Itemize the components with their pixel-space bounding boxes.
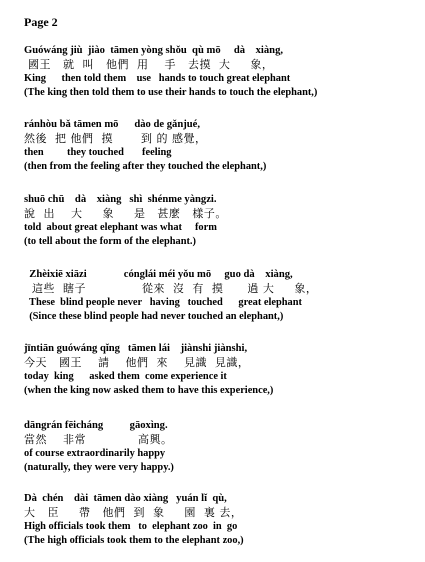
sentence-block [24, 118, 419, 174]
pinyin-line: Guówáng jiù jiào tāmen yòng shǒu qù mō dà xiàng, [24, 45, 284, 56]
translation-line: (to tell about the form of the elephant.) [24, 236, 196, 247]
chinese-line: 這些 瞎子 從來 沒 有 摸 過 大 象， [24, 282, 318, 295]
pinyin-line: ránhòu bǎ tāmen mō dào de gǎnjué, [24, 119, 200, 130]
translation-line: (Since these blind people had never touched an elephant,) [24, 311, 284, 322]
gloss-line: King then told them use hands to touch great elephant [24, 73, 291, 84]
pinyin-line: dāngrán fēicháng gāoxìng. [24, 420, 168, 431]
gloss-line: today king asked them come experience it [24, 371, 227, 382]
chinese-line: 然後 把 他們 摸 到 的 感覺， [24, 132, 207, 145]
pinyin-line: Zhèixiē xiāzi cónglái méi yǒu mō guo dà xiàng, [24, 269, 293, 280]
sentence-block [24, 492, 419, 548]
gloss-line: of course extraordinarily happy [24, 448, 166, 459]
translation-line: (then from the feeling after they touched the elephant,) [24, 161, 267, 172]
pinyin-line: jīntiān guówáng qǐng tāmen lái jiànshi jiànshi, [24, 343, 248, 354]
sentence-block [24, 193, 419, 249]
pinyin-line: shuō chū dà xiàng shì shénme yàngzi. [24, 194, 217, 205]
gloss-line: High officials took them to elephant zoo in go [24, 521, 238, 532]
sentence-block [24, 268, 419, 324]
page-number: Page 2 [24, 15, 58, 29]
translation-line: (naturally, they were very happy.) [24, 462, 174, 473]
chinese-line: 大 臣 帶 他們 到 象 園 裏 去， [24, 506, 243, 519]
gloss-line: These blind people never having touched great elephant [24, 297, 302, 308]
chinese-line: 當然 非常 高興。 [24, 433, 173, 446]
translation-line: (The high officials took them to the elephant zoo,) [24, 535, 244, 546]
chinese-line: 國王 就 叫 他們 用 手 去摸 大 象， [24, 58, 274, 71]
chinese-line: 說 出 大 象 是 甚麼 樣子。 [24, 207, 227, 220]
translation-line: (when the king now asked them to have this experience,) [24, 385, 274, 396]
sentence-block [24, 44, 419, 100]
pinyin-line: Dà chén dài tāmen dào xiàng yuán lǐ qù, [24, 493, 227, 504]
sentence-block [24, 419, 419, 475]
translation-line: (The king then told them to use their hands to touch the elephant,) [24, 87, 318, 98]
chinese-line: 今天 國王 請 他們 來 見識 見識， [24, 356, 250, 369]
gloss-line: then they touched feeling [24, 147, 172, 158]
sentence-block [24, 342, 419, 398]
gloss-line: told about great elephant was what form [24, 222, 217, 233]
